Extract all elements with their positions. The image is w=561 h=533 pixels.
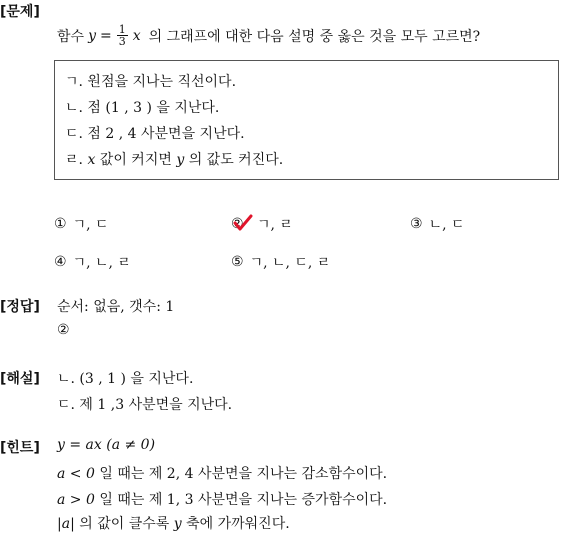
statement-4-var-y: y	[176, 152, 185, 168]
hint-line-4	[57, 513, 290, 533]
statement-4-suffix: 의 값도 커진다.	[188, 152, 284, 168]
checkmark-icon	[233, 213, 253, 233]
hint-line-1: y = ax (a ≠ 0)	[57, 437, 156, 453]
statement-2: ㄴ. 점 (1 , 3 ) 을 지난다.	[65, 100, 220, 116]
choice-1-text: ㄱ, ㄷ	[72, 217, 109, 233]
hint-line-2-text: 일 때는 제 2, 4 사분면을 지나는 감소함수이다.	[99, 466, 388, 482]
choice-2-check-mark	[231, 215, 251, 233]
question-var-y: y	[88, 27, 96, 44]
hint-line-4-post: 축에 가까워진다.	[186, 516, 290, 532]
statement-4-prefix: ㄹ.	[65, 152, 83, 168]
answer-value: ②	[57, 322, 70, 338]
choice-3-text: ㄴ, ㄷ	[428, 217, 465, 233]
statement-4-var-x: x	[87, 152, 96, 168]
choice-2-text: ㄱ, ㄹ	[257, 217, 293, 233]
explanation-line-2: ㄷ. 제 1 ,3 사분면을 지난다.	[57, 397, 233, 413]
question-post: 의 그래프에 대한 다음 설명 중 옳은 것을 모두 고르면?	[148, 28, 481, 45]
hint-line-3	[57, 489, 387, 509]
choice-3-number: ③	[410, 216, 423, 232]
choice-4-text: ㄱ, ㄴ, ㄹ	[72, 255, 131, 271]
choice-3[interactable]	[410, 214, 465, 234]
statement-4-mid: 값이 커지면	[99, 152, 172, 168]
hint-line-2-math: a < 0	[57, 466, 95, 482]
hint-line-4-math: |a|	[57, 516, 75, 532]
question-eq: =	[99, 27, 112, 44]
hint-line-2	[57, 463, 387, 483]
statements-box	[54, 60, 559, 180]
hint-line-3-math: a > 0	[57, 492, 95, 508]
question-label: [문제]	[0, 4, 40, 20]
question-var-x: x	[132, 27, 141, 44]
choice-1-number: ①	[54, 216, 67, 232]
hint-line-4-var: y	[173, 516, 182, 532]
choice-2[interactable]	[231, 214, 293, 234]
choice-5[interactable]	[231, 252, 330, 272]
question-text	[57, 24, 480, 47]
choice-4[interactable]	[54, 252, 131, 272]
choice-4-number: ④	[54, 254, 67, 270]
question-pre: 함수	[57, 28, 85, 45]
hint-line-3-text: 일 때는 제 1, 3 사분면을 지나는 증가함수이다.	[99, 492, 388, 508]
answer-label: [정답]	[0, 299, 40, 315]
choice-5-number: ⑤	[231, 254, 244, 270]
hint-label: [힌트]	[0, 440, 40, 456]
statement-4	[65, 149, 283, 169]
choice-2-number: ②	[231, 216, 244, 232]
answer-meta: 순서: 없음, 갯수: 1	[57, 299, 175, 315]
hint-line-4-pre: 의 값이 클수록	[79, 516, 170, 532]
choice-1[interactable]	[54, 214, 109, 234]
statement-3: ㄷ. 점 2 , 4 사분면을 지난다.	[65, 126, 245, 142]
explanation-line-1: ㄴ. (3 , 1 ) 을 지난다.	[57, 371, 194, 387]
fraction-numerator: 1	[118, 23, 126, 36]
question-fraction	[117, 24, 128, 47]
choice-5-text: ㄱ, ㄴ, ㄷ, ㄹ	[249, 255, 331, 271]
statement-1: ㄱ. 원점을 지나는 직선이다.	[65, 74, 237, 90]
explanation-label: [해설]	[0, 371, 40, 387]
fraction-denominator: 3	[118, 35, 126, 48]
